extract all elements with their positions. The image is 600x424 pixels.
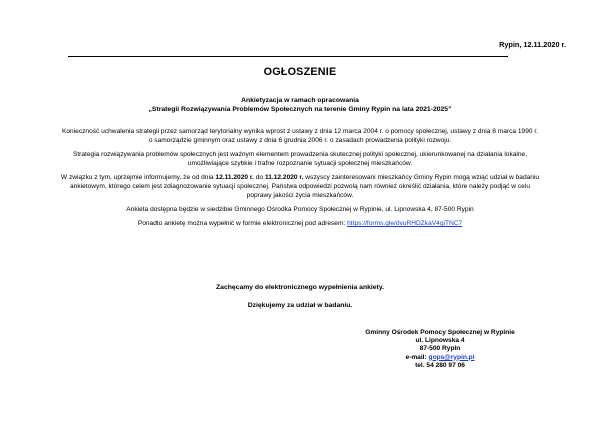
header-divider: [68, 56, 508, 57]
closing-encouragement: Zachęcamy do elektronicznego wypełnienia ankiety.: [216, 284, 384, 291]
body-paragraph-strategy: Strategia rozwiązywania problemów społecznych jest ważnym elementem prowadzenia skutecznej polityki społecznej, ukierunkowanej na działania lokalne, umożliwiające szybkie i trafne rozpoznanie sytuacji społecznej mieszkańców.: [72, 151, 528, 167]
subtitle-line-2: „Strategii Rozwiązywania Problemów Społecznych na terenie Gminy Rypin na lata 2021-2025”: [148, 106, 452, 113]
survey-dates-text-a: W związku z tym, uprzejmie informujemy, że od dnia: [60, 174, 216, 181]
closing-thanks: Dziękujemy za udział w badaniu.: [247, 302, 353, 309]
body-paragraph-survey-dates: [60, 173, 540, 200]
signature-email-line: [340, 354, 540, 362]
survey-form-link[interactable]: https://forms.gle/dvuRHDZkaV4giTNC7: [347, 220, 463, 227]
survey-dates-text-b: do: [253, 174, 265, 181]
announcement-title: OGŁOSZENIE: [263, 66, 337, 78]
subtitle-line-1: Ankietyzacja w ramach opracowania: [241, 97, 359, 104]
announcement-subtitle: [0, 96, 600, 114]
body-paragraph-online: [60, 219, 540, 228]
signature-org: Gminny Ośrodek Pomocy Społecznej w Rypinie: [365, 329, 515, 336]
body-paragraph-legal-basis: Konieczność uchwalenia strategii przez samorząd terytorialny wynika wprost z ustawy z dnia 12 marca 2004 r. o pomocy społecznej, ustawy z dnia 8 marca 1990 r. o samorządzie gminnym oraz ustawy z dnia 6 grudnia 2006 r. o zasadach prowadzenia polityki rozwoju.: [61, 128, 539, 144]
signature-postal: 87-500 Rypin: [419, 345, 461, 353]
online-survey-text: Ponadto ankietę można wypełnić w formie elektronicznej pod adresem:: [137, 220, 348, 227]
closing-remarks: [0, 283, 600, 319]
body-paragraph-location: Ankieta dostępna będzie w siedzibie Gminnego Ośrodka Pomocy Społecznej w Rypinie, ul. Lipnowska 4, 87-500 Rypin: [126, 206, 474, 213]
survey-end-date: 11.12.2020 r.: [264, 174, 304, 181]
place-date: Rypin, 12.11.2020 r.: [499, 40, 566, 49]
announcement-body: [60, 127, 540, 233]
signature-phone: tel. 54 280 97 06: [415, 361, 465, 369]
survey-dates-text-c: wszyscy zainteresowani mieszkańcy Gminy Rypin mogą wziąć udział w badaniu ankietowym, którego celem jest zdiagnozowanie sytuacji społecznej. Państwa odpowiedzi pozwolą nam również określić działania, które należy podjąć w celu poprawy jakości życia mieszkańców.: [70, 174, 540, 199]
email-label: e-mail:: [405, 353, 429, 361]
email-link[interactable]: gops@rypin.pl: [428, 353, 475, 361]
survey-start-date: 12.11.2020 r.: [215, 174, 254, 181]
signature-street: ul. Lipnowska 4: [415, 337, 465, 345]
signature-block: [340, 329, 540, 370]
